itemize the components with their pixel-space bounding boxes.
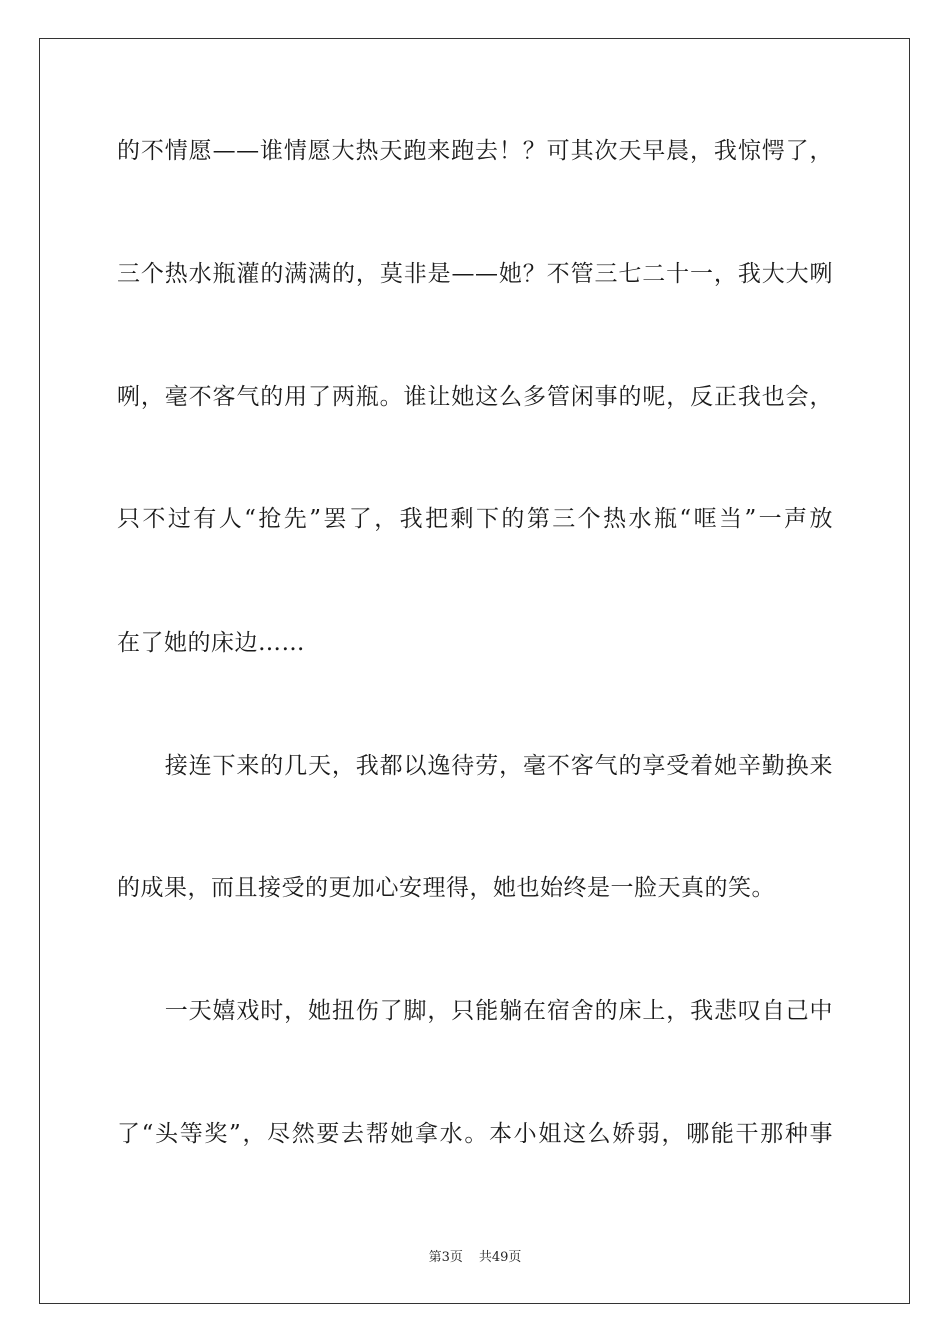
paragraph-line: 了“头等奖”，尽然要去帮她拿水。本小姐这么娇弱，哪能干那种事 (117, 1121, 833, 1147)
page-number: 第3页 (428, 1250, 463, 1265)
paragraph-line: 的不情愿——谁情愿大热天跑来跑去！？可其次天早晨，我惊愕了， (117, 138, 833, 164)
paragraph-line: 咧，毫不客气的用了两瓶。谁让她这么多管闲事的呢，反正我也会， (117, 384, 833, 410)
page-footer (0, 1246, 950, 1265)
page-total: 共49页 (478, 1250, 522, 1265)
paragraph-line: 在了她的床边…… (117, 630, 305, 656)
paragraph-line: 的成果，而且接受的更加心安理得，她也始终是一脸天真的笑。 (117, 875, 775, 901)
paragraph-line: 一天嬉戏时，她扭伤了脚，只能躺在宿舍的床上，我悲叹自己中 (117, 998, 833, 1024)
paragraph-line: 接连下来的几天，我都以逸待劳，毫不客气的享受着她辛勤换来 (117, 753, 833, 779)
paragraph-line: 三个热水瓶灌的满满的，莫非是——她？不管三七二十一，我大大咧 (117, 261, 833, 287)
paragraph-line: 只不过有人“抢先”罢了，我把剩下的第三个热水瓶“哐当”一声放 (117, 506, 833, 532)
